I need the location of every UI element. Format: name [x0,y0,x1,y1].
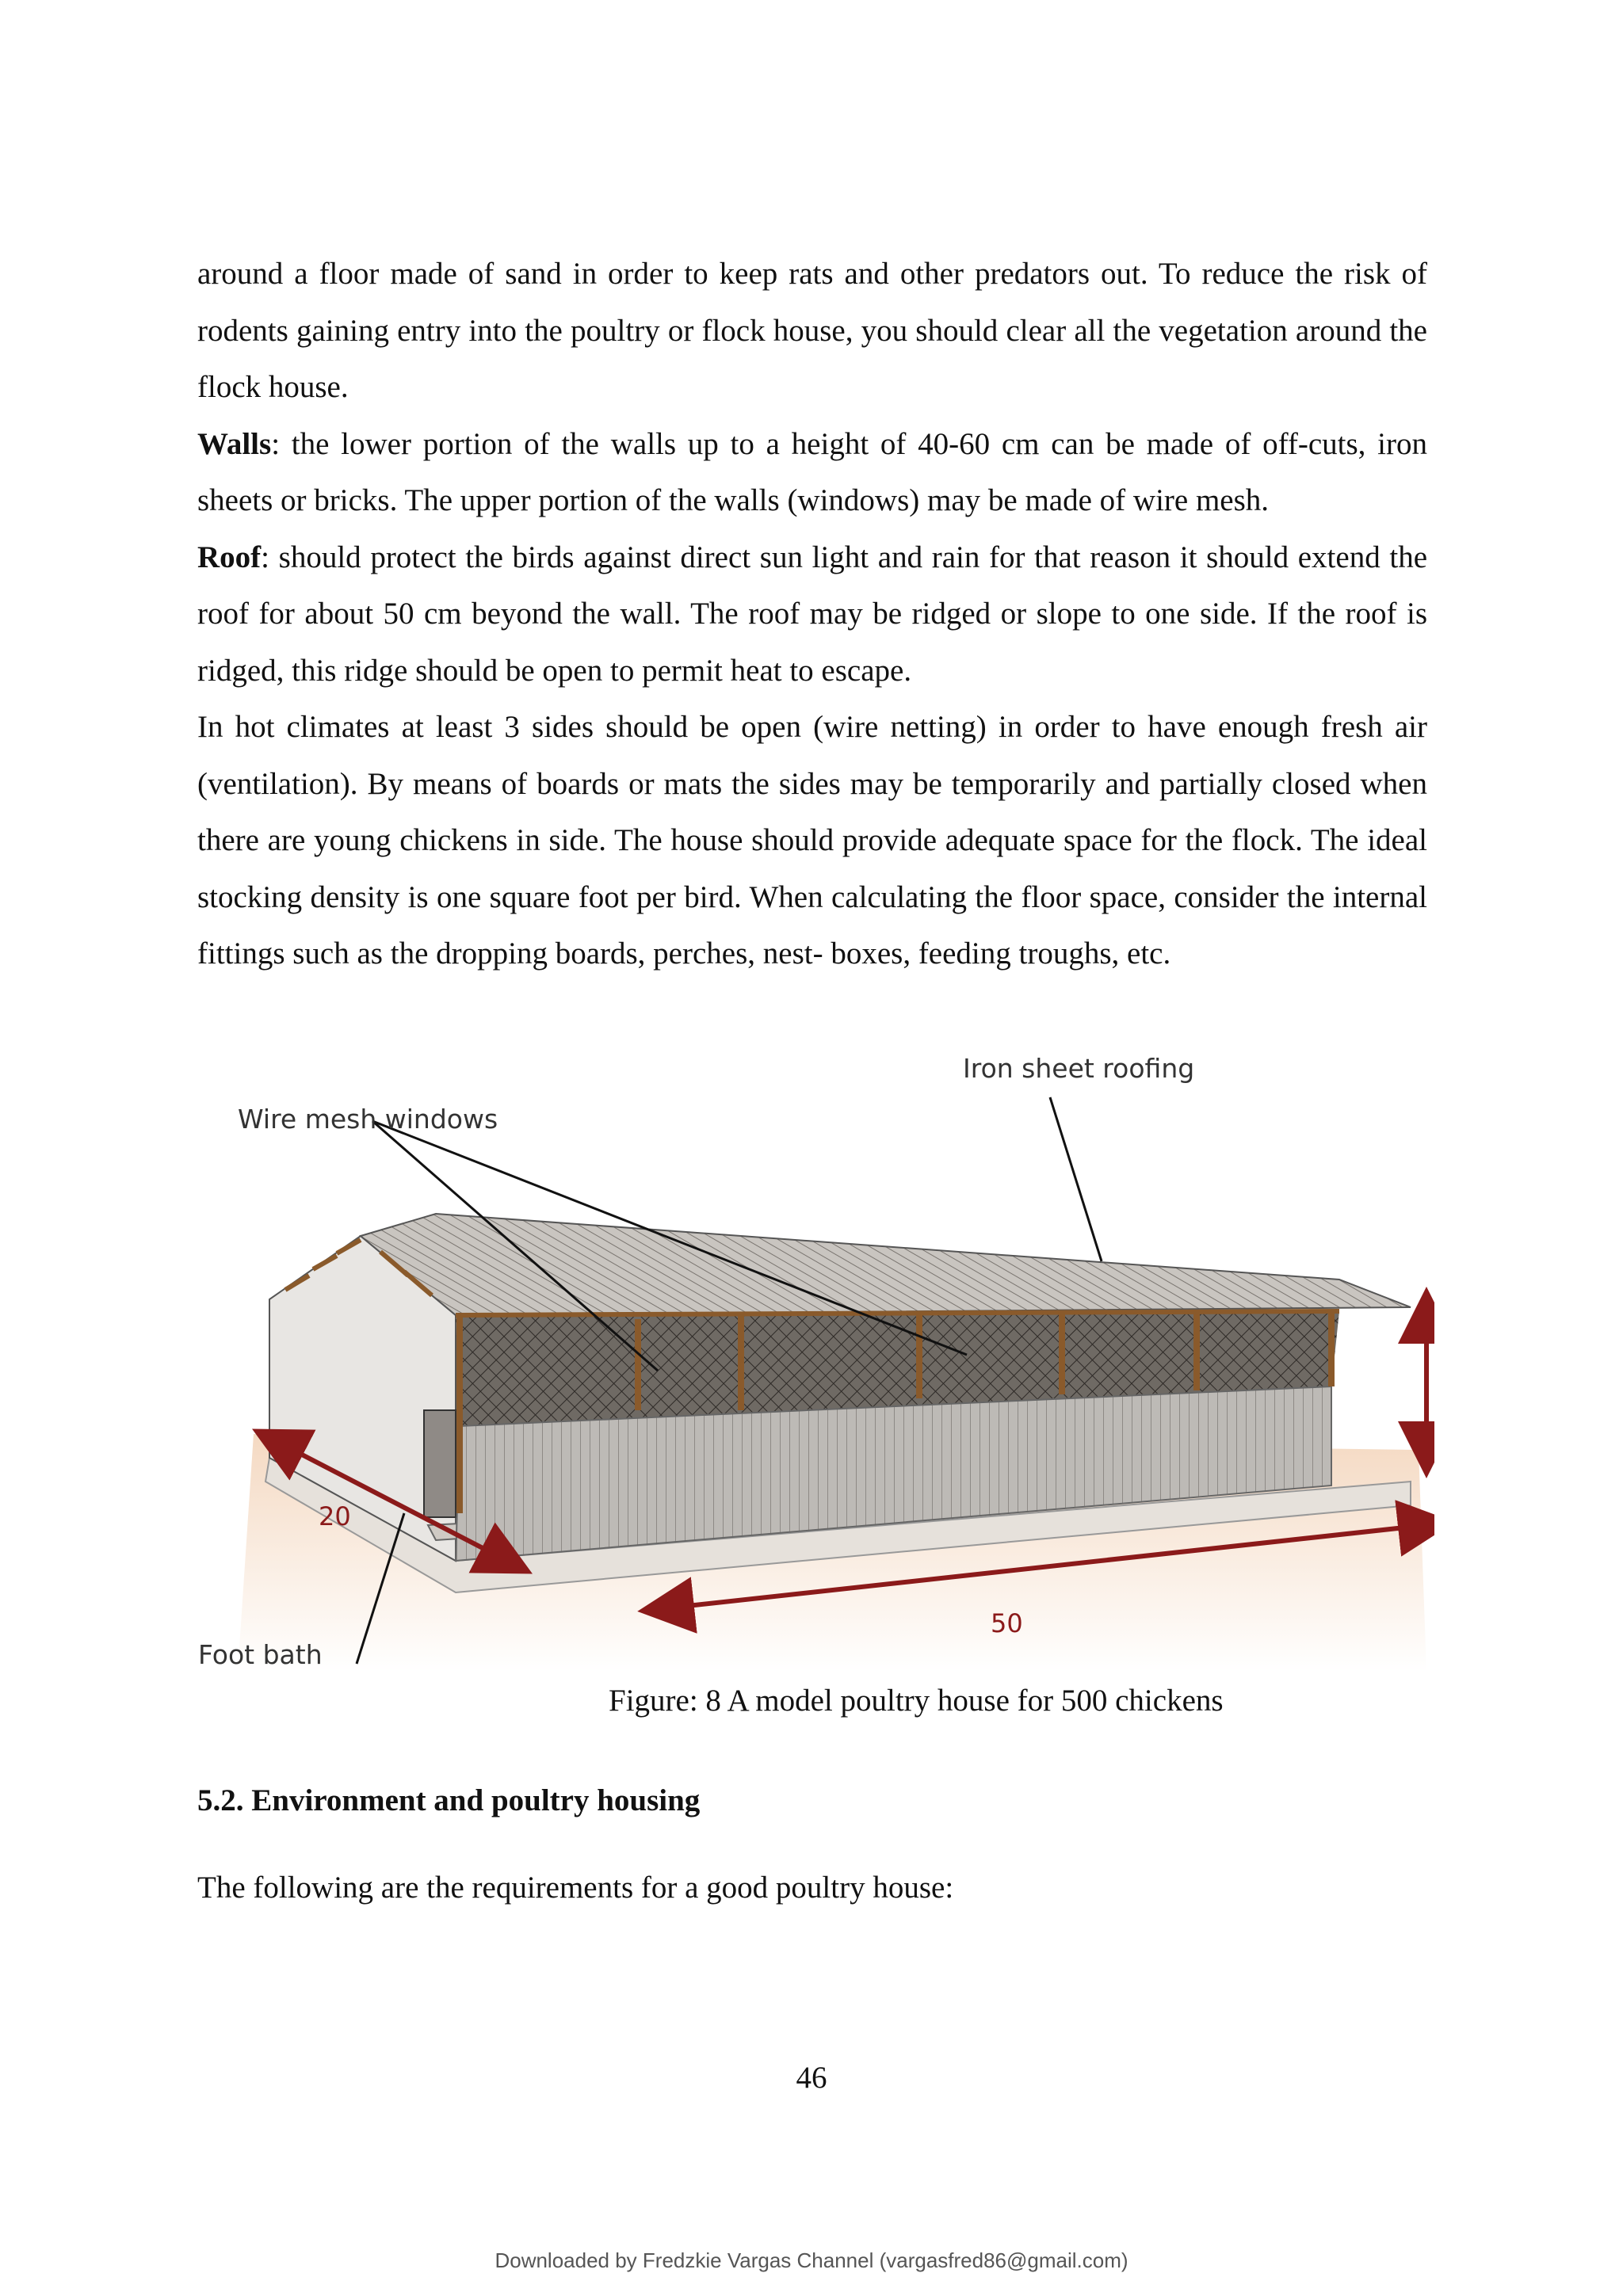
walls-term: Walls [197,426,272,461]
intro-paragraph: around a floor made of sand in order to keep rats and other predators out. To reduce the risk of rodents gaining entry into the poultry or flock house, you should clear all the vegetation around the flock house. [197,257,1427,404]
walls-paragraph [197,416,1427,529]
windows-label: Wire mesh windows [238,1104,498,1135]
section-heading: 5.2. Environment and poultry housing [197,1783,701,1817]
roof [361,1214,1411,1315]
figure-caption: Figure: 8 A model poultry house for 500 chickens [609,1684,1224,1718]
door [424,1410,456,1517]
footbath-label: Foot bath [198,1639,323,1670]
roof-term: Roof [197,540,262,574]
download-footer: Downloaded by Fredzkie Vargas Channel (vargasfred86@gmail.com) [495,2248,1128,2272]
length-label: 50 [991,1608,1023,1638]
body-text [197,246,1427,982]
width-label: 20 [319,1501,351,1531]
roof-text: : should protect the birds against direct sun light and rain for that reason it should extend the roof for about 50 cm beyond the wall. The roof may be ridged or slope to one side. If the roof is ridged, this ridge should be open to permit heat to escape. [197,540,1427,688]
climate-paragraph: In hot climates at least 3 sides should be open (wire netting) in order to have enough fresh air (ventilation). By means of boards or mats the sides may be temporarily and partially closed when there are young chickens in side. The house should provide adequate space for the flock. The ideal stocking density is one square foot per bird. When calculating the floor space, consider the internal fittings such as the dropping boards, perches, nest- boxes, feeding troughs, etc. [197,710,1427,971]
roofing-label: Iron sheet roofing [963,1053,1195,1084]
roof-paragraph [197,529,1427,700]
walls-text: : the lower portion of the walls up to a height of 40-60 cm can be made of off-cuts, iron sheets or bricks. The upper portion of the walls (windows) may be made of wire mesh. [197,426,1427,517]
section-intro: The following are the requirements for a good poultry house: [197,1871,954,1905]
poultry-house-figure [190,1038,1434,1672]
page-number: 46 [796,2061,827,2095]
poultry-house-drawing [190,1038,1434,1672]
